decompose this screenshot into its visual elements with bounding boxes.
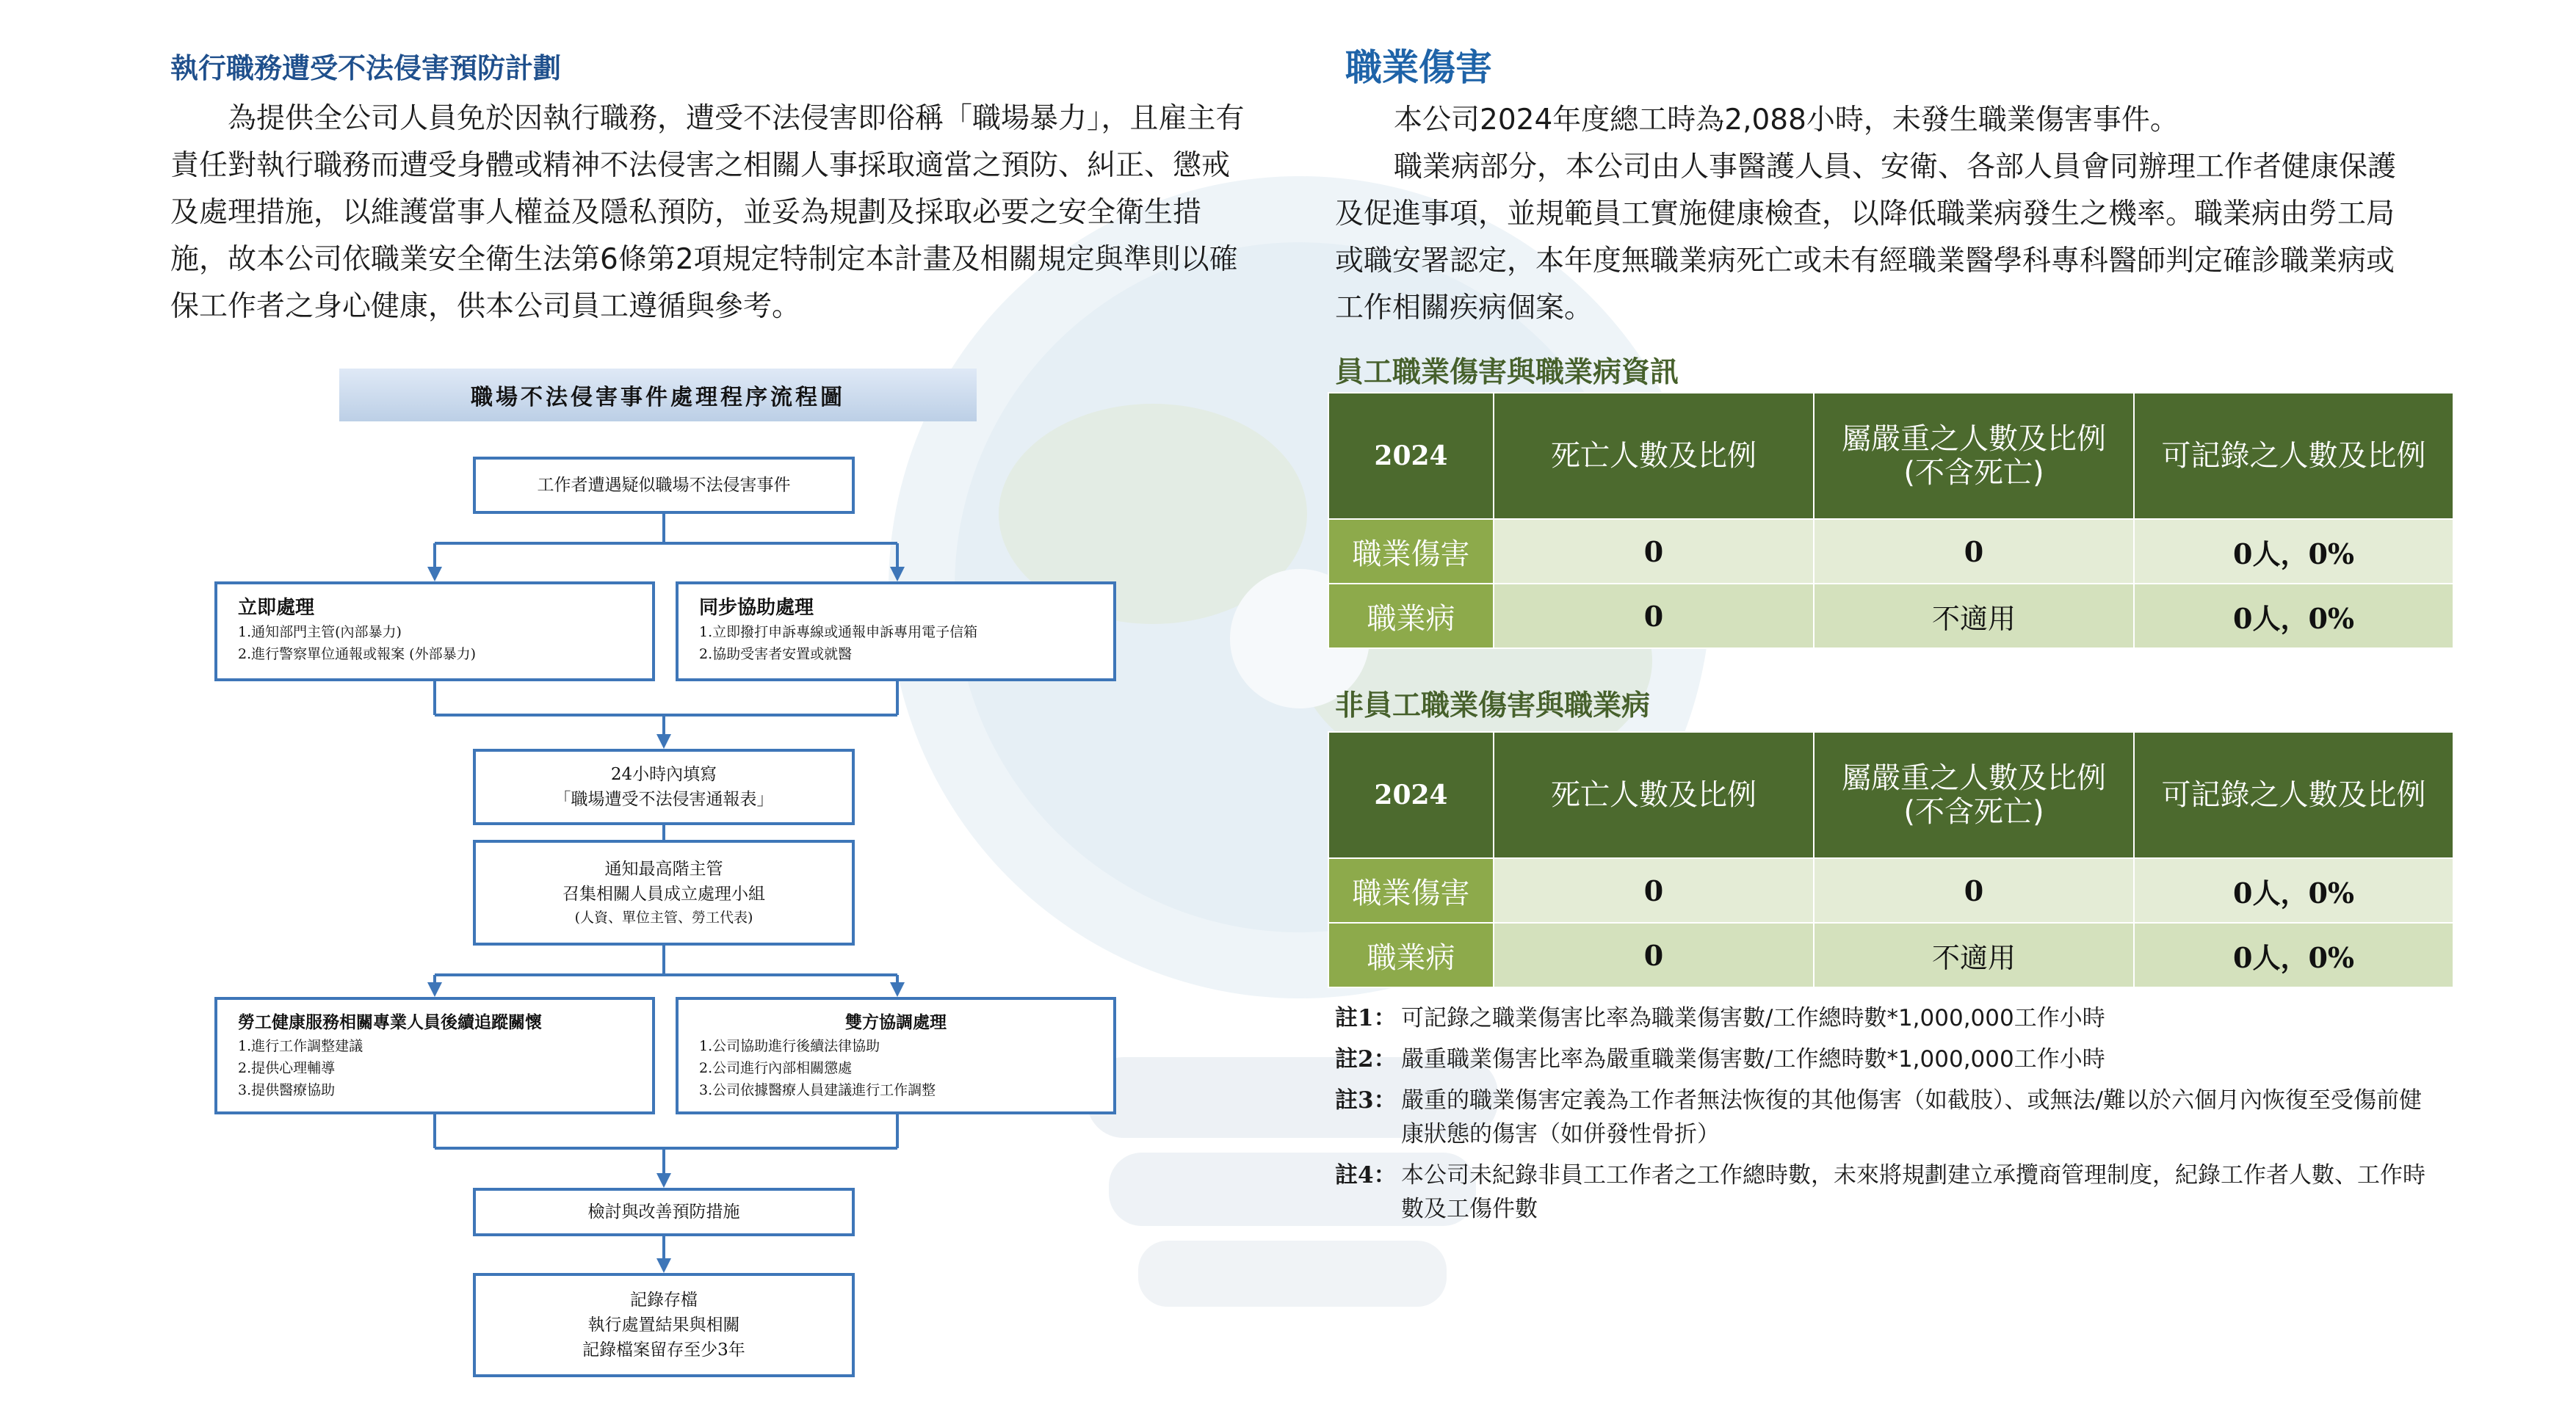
- flow-archive-line3: 記錄檔案留存至少3年: [582, 1341, 745, 1360]
- flow-step-review: [473, 1188, 855, 1236]
- flow-health-title: 勞工健康服務相關專業人員後續追蹤關懷: [238, 1012, 542, 1032]
- flow-coord-title: 雙方協調處理: [845, 1012, 947, 1032]
- table2-title: 非員工職業傷害與職業病: [1335, 689, 1651, 722]
- cell-severe: 不適用: [1814, 584, 2134, 648]
- flow-immediate-item: 2.進行警察單位通報或報案 (外部暴力): [238, 646, 476, 662]
- flow-immediate-title: 立即處理: [238, 597, 315, 619]
- table-row: [1328, 923, 2453, 987]
- flow-step-health: [214, 997, 655, 1114]
- table1-title: 員工職業傷害與職業病資訊: [1335, 356, 1679, 389]
- footnote-label: 註3：: [1335, 1087, 1397, 1114]
- footnote-text: 嚴重職業傷害比率為嚴重職業傷害數/工作總時數*1,000,000工作小時: [1401, 1046, 2105, 1073]
- flow-review-text: 檢討與改善預防措施: [587, 1202, 740, 1222]
- flow-notify-line1: 通知最高階主管: [604, 860, 723, 879]
- flow-health-item: 3.提供醫療協助: [238, 1082, 336, 1098]
- col-recordable: 可記錄之人數及比例: [2134, 393, 2453, 519]
- table-header-row: [1328, 393, 2453, 519]
- row-label: 職業傷害: [1328, 858, 1494, 923]
- flow-notify-line2: 召集相關人員成立處理小組: [562, 885, 765, 904]
- flow-assist-title: 同步協助處理: [699, 597, 814, 619]
- flow-step-coord: [676, 997, 1116, 1114]
- cell-recordable: 0人，0%: [2134, 584, 2453, 648]
- footnote-label: 註4：: [1335, 1162, 1397, 1189]
- non-employee-injury-table: [1328, 731, 2454, 988]
- flow-coord-item: 3.公司依據醫療人員建議進行工作調整: [699, 1082, 936, 1098]
- row-label: 職業病: [1328, 584, 1494, 648]
- table-row: [1328, 519, 2453, 584]
- flow-assist-item: 1.立即撥打申訴專線或通報申訴專用電子信箱: [699, 624, 978, 640]
- cell-recordable: 0人，0%: [2134, 858, 2453, 923]
- flow-step-notify: [473, 840, 855, 946]
- flowchart-title: 職場不法侵害事件處理程序流程圖: [339, 369, 977, 421]
- cell-death: 0: [1494, 923, 1814, 987]
- col-year: 2024: [1328, 393, 1494, 519]
- flow-step-archive: [473, 1273, 855, 1377]
- footnote: [1335, 1084, 2436, 1151]
- flow-coord-item: 1.公司協助進行後續法律協助: [699, 1038, 880, 1054]
- footnote: [1335, 1001, 2436, 1035]
- col-recordable: 可記錄之人數及比例: [2134, 732, 2453, 858]
- table-row: [1328, 584, 2453, 648]
- flow-health-item: 2.提供心理輔導: [238, 1060, 336, 1076]
- right-para-1: 本公司2024年度總工時為2,088小時，未發生職業傷害事件。: [1394, 104, 2179, 137]
- footnote-text: 可記錄之職業傷害比率為職業傷害數/工作總時數*1,000,000工作小時: [1401, 1005, 2105, 1031]
- footnote: [1335, 1158, 2436, 1226]
- flow-archive-line2: 執行處置結果與相關: [587, 1316, 740, 1335]
- right-section-title: 職業傷害: [1345, 46, 1492, 89]
- col-severe: 屬嚴重之人數及比例 (不含死亡): [1814, 732, 2134, 858]
- footnote-label: 註2：: [1335, 1046, 1397, 1073]
- employee-injury-table: [1328, 392, 2454, 649]
- footnote-label: 註1：: [1335, 1005, 1397, 1031]
- flow-step-incident: [473, 457, 855, 514]
- cell-recordable: 0人，0%: [2134, 923, 2453, 987]
- cell-recordable: 0人，0%: [2134, 519, 2453, 584]
- flow-health-item: 1.進行工作調整建議: [238, 1038, 363, 1054]
- footnote-text: 嚴重的職業傷害定義為工作者無法恢復的其他傷害（如截肢）、或無法/難以於六個月內恢復至受傷前健康狀態的傷害（如併發性骨折）: [1401, 1087, 2422, 1147]
- right-para-2: 職業病部分，本公司由人事醫護人員、安衛、各部人員會同辦理工作者健康保護及促進事項，並規範員工實施健康檢查，以降低職業病發生之機率。職業病由勞工局或職安署認定，本年度無職業病死亡或未有經職業醫學科專科醫師判定確診職業病或工作相關疾病個案。: [1335, 150, 2397, 324]
- footnote: [1335, 1042, 2436, 1076]
- cell-severe: 0: [1814, 519, 2134, 584]
- flow-step-immediate: [214, 581, 655, 681]
- table-header-row: [1328, 732, 2453, 858]
- footnote-text: 本公司未紀錄非員工工作者之工作總時數，未來將規劃建立承攬商管理制度，紀錄工作者人數、工作時數及工傷件數: [1401, 1162, 2425, 1222]
- table-row: [1328, 858, 2453, 923]
- cell-death: 0: [1494, 858, 1814, 923]
- left-section-title: 執行職務遭受不法侵害預防計劃: [170, 51, 562, 84]
- col-death: 死亡人數及比例: [1494, 732, 1814, 858]
- flow-immediate-item: 1.通知部門主管(內部暴力): [238, 624, 402, 640]
- flow-step-assist: [676, 581, 1116, 681]
- row-label: 職業病: [1328, 923, 1494, 987]
- col-severe: 屬嚴重之人數及比例 (不含死亡): [1814, 393, 2134, 519]
- cell-death: 0: [1494, 519, 1814, 584]
- footnotes: [1335, 1001, 2436, 1233]
- cell-death: 0: [1494, 584, 1814, 648]
- cell-severe: 不適用: [1814, 923, 2134, 987]
- flow-assist-item: 2.協助受害者安置或就醫: [699, 646, 853, 662]
- flow-step-incident-text: 工作者遭遇疑似職場不法侵害事件: [537, 476, 791, 495]
- right-intro-paragraphs: [1335, 97, 2422, 332]
- flow-archive-line1: 記錄存檔: [630, 1291, 698, 1310]
- left-intro-paragraph: 為提供全公司人員免於因執行職務，遭受不法侵害即俗稱「職場暴力」，且雇主有責任對執行職務而遭受身體或精神不法侵害之相關人事採取適當之預防、糾正、懲戒及處理措施，以維護當事人權益及隱私預防，並妥為規劃及採取必要之安全衛生措施，故本公司依職業安全衛生法第6條第2項規定特制定本計畫及相關規定與準則以確保工作者之身心健康，供本公司員工遵循與參考。: [170, 102, 1245, 323]
- row-label: 職業傷害: [1328, 519, 1494, 584]
- flow-step-report: [473, 749, 855, 825]
- flow-notify-line3: (人資、單位主管、勞工代表): [574, 910, 753, 926]
- cell-severe: 0: [1814, 858, 2134, 923]
- flow-report-line1: 24小時內填寫: [610, 765, 717, 784]
- flow-coord-item: 2.公司進行內部相關懲處: [699, 1060, 853, 1076]
- flow-report-line2: 「職場遭受不法侵害通報表」: [554, 790, 774, 809]
- col-death: 死亡人數及比例: [1494, 393, 1814, 519]
- col-year: 2024: [1328, 732, 1494, 858]
